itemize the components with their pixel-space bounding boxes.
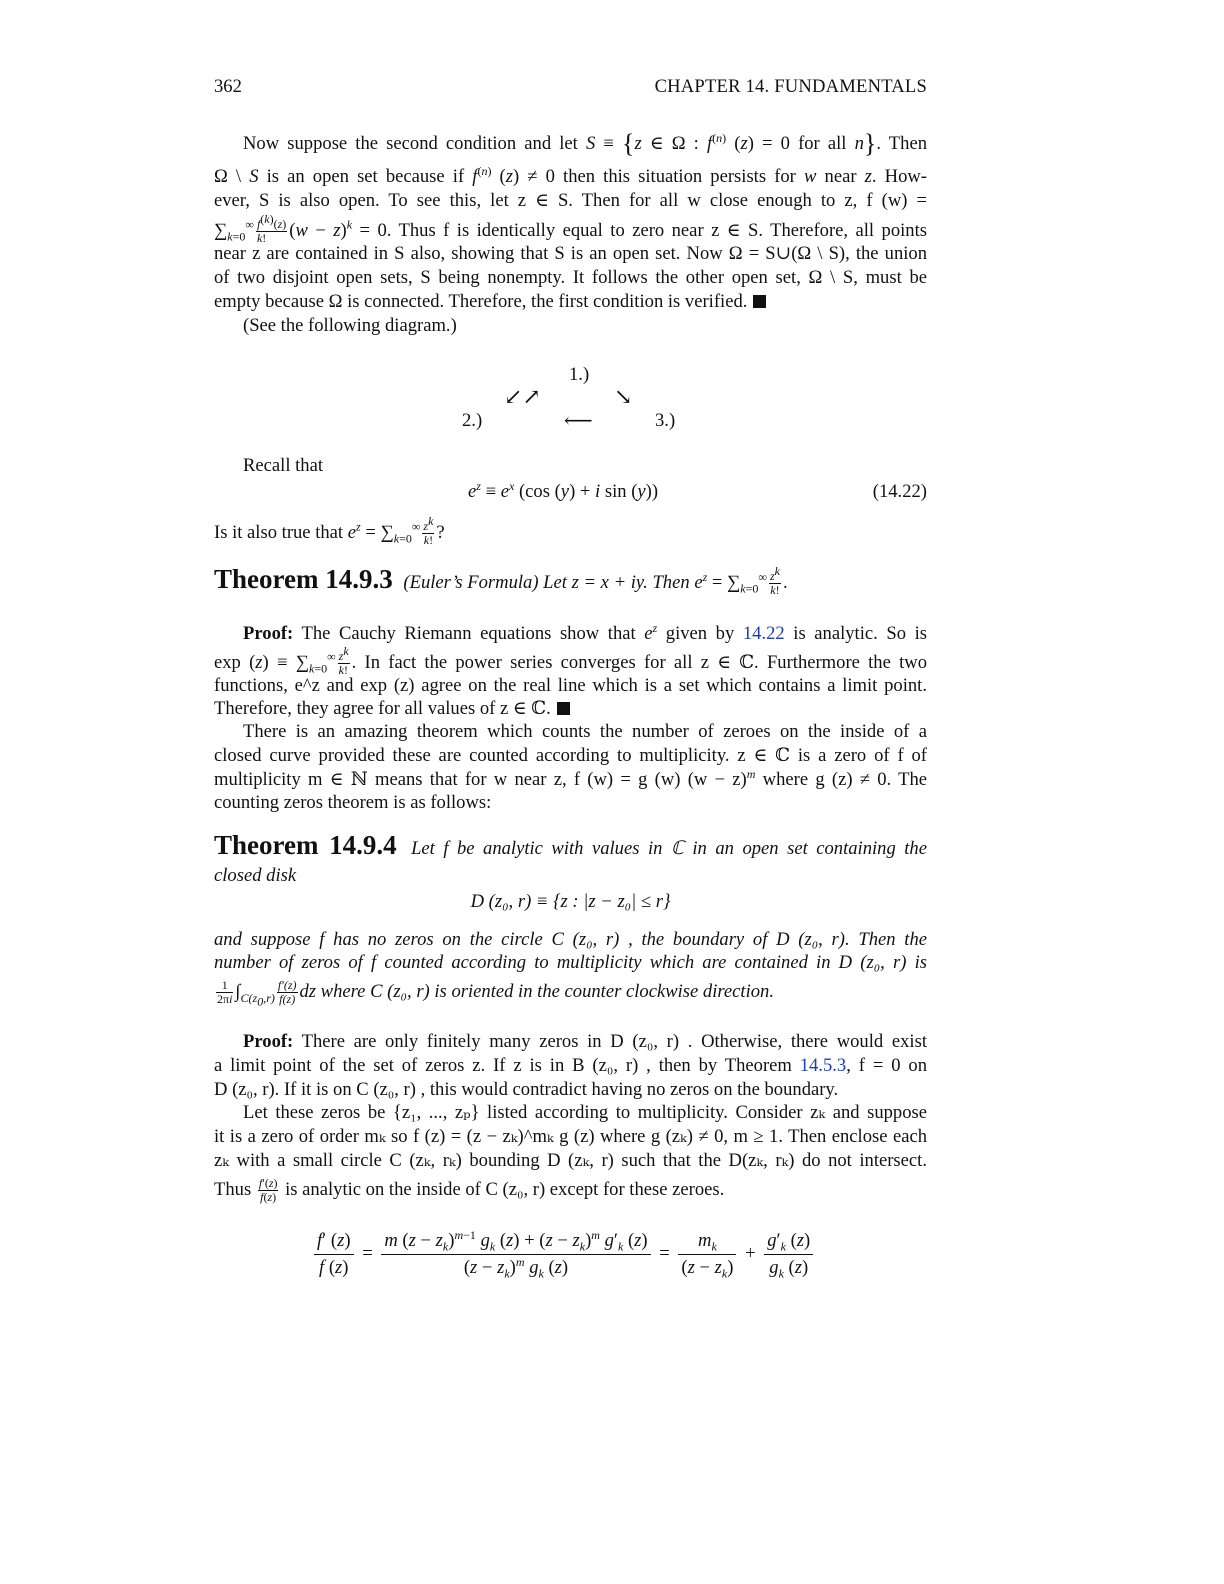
theorem-14-9-3: Theorem 14.9.3 (Euler’s Formula) Let z = x + iy. Then $e^z = \sum_{k=0}^\infty$ $\frac{z^k}{k!}$ . — [214, 564, 788, 598]
proof-euler: Proof: The Cauchy Riemann equations show that $e^z$ given by 14.22 is analytic. So is $\exp (z) \equiv \sum_{k=0}^\infty$ $\frac{z^k}{k!}$ . In fact the power series converges for all z ∈ ℂ. Furthermore the two functions, e^z and exp (z) agree on the real line which is a set which contains a limit point. Therefore, they agree for all values of z ∈ ℂ. — [214, 620, 927, 720]
para1-line1: Now suppose the second condition and let S ≡ {z ∈ Ω : $f^{(n)}$ (z) = 0 for all n}. Then — [243, 129, 927, 158]
theorem-ref-link[interactable]: 14.5.3 — [799, 1054, 847, 1076]
question-line: Is it also true that $e^z = \sum_{k=0}^\infty$ $\frac{z^k}{k!}$ ? — [214, 514, 445, 547]
diagram-arrows-left: ↙↗ — [504, 384, 541, 409]
equation-14-22 — [214, 480, 927, 504]
para1-line5: near z are contained in S also, showing that S is an open set. Now Ω = S∪(Ω \ S), the union — [214, 243, 927, 265]
para1-line6: of two disjoint open sets, S being nonempty. It follows the other open set, Ω \ S, must be — [214, 266, 927, 288]
chapter-title: CHAPTER 14. FUNDAMENTALS — [654, 76, 927, 97]
see-diagram-line: (See the following diagram.) — [243, 314, 457, 336]
final-equation: $\frac{f' (z)}{f (z)}$ = $\frac{m (z - z_k)^{m-1} g_k (z) + (z - z_k)^m g'_k (z)}{(z - z_k)^m g_k (z)}$ = $\frac{m_k}{(z - z_k)}$ + $\frac{g'_k (z)}{g_k (z)}$ — [214, 1228, 927, 1281]
para1-line3: ever, S is also open. To see this, let z ∈ S. Then for all w close enough to z, f (w) = — [214, 189, 927, 211]
theorem-title: Theorem 14.9.3 — [214, 564, 393, 594]
proof-counting-zeros: Proof: There are only finitely many zeros in D (z₀, r) . Otherwise, there would exist a limit point of the set of zeros z. If z is in B (z₀, r) , then by Theorem 14.5.3, f = 0 on D (z₀, r). If it is on C (z₀, r) , this would contradict having no zeros on the boundary. Let these zeros be {z₁, ..., zₚ} listed according to multiplicity. Consider zₖ and suppose it is a zero of order mₖ so f (z) = (z − zₖ)^mₖ g (z) where g (zₖ) ≠ 0, m ≥ 1. Then enclose each zₖ with a small circle C (zₖ, rₖ) bounding D (zₖ, r) such that the D(zₖ, rₖ) do not intersect. Thus $\frac{f'(z)}{f(z)}$ is analytic on the inside of C (z₀, r) except for these zeroes. — [214, 1031, 927, 1204]
diagram-label-2: 2.) — [462, 410, 483, 431]
theorem-statement: (Euler’s Formula) Let z = x + iy. Then — [403, 572, 690, 593]
equation-number: (14.22) — [872, 481, 927, 502]
theorem-14-9-4: Theorem 14.9.4 Let f be analytic with values in ℂ in an open set containing the closed disk D (z₀, r) ≡ {z : |z − z₀| ≤ r} and suppose f has no zeros on the circle C (z₀, r) , the boundary of D (z₀, r). Then the number of zeros of f counted according to multiplicity which are contained in D (z₀, r) is $\frac{1}{2\pi i}$ $\int_{C(z_0,r)}$ $\frac{f'(z)}{f(z)}$ dz where C (z₀, r) is oriented in the counter clockwise direction. — [214, 830, 927, 1009]
page-number: 362 — [214, 76, 242, 97]
diagram-label-3: 3.) — [655, 410, 676, 431]
qed-square-icon — [753, 295, 766, 308]
diagram-arrow-right: ↘ — [614, 384, 633, 409]
recall-line: Recall that — [243, 455, 324, 476]
para1-line4: $\sum_{k=0}^\infty$ $\frac{f^{(k)}(z)}{k!}$ $(w - z)^k = 0$. Thus f is identically equal to zero near z ∈ S. Therefore, all points — [214, 212, 927, 246]
disk-definition: D (z₀, r) ≡ {z : |z − z₀| ≤ r} — [470, 890, 671, 912]
proof-label: Proof: — [243, 1031, 294, 1052]
qed-square-icon — [557, 702, 570, 715]
diagram-arrow-bottom: ⟵ — [564, 410, 593, 432]
paragraph-proof-continuation — [214, 129, 927, 337]
para1-line2: Ω \ S is an open set because if $f^{(n)}$ (z) ≠ 0 then this situation persists for w near z. How- — [214, 163, 927, 187]
theorem-title: Theorem 14.9.4 — [214, 830, 397, 860]
para1-line7: empty because Ω is connected. Therefore, the first condition is verified. — [214, 290, 927, 314]
equation-body: $e^z \equiv e^x$ (cos (y) + i sin (y)) — [468, 478, 659, 502]
equation-ref-link[interactable]: 14.22 — [742, 623, 785, 644]
running-header — [214, 76, 927, 102]
diagram-label-1: 1.) — [569, 364, 590, 385]
proof-label: Proof: — [243, 623, 294, 644]
paragraph-counting-zeros: There is an amazing theorem which counts the number of zeroes on the inside of a closed curve provided these are counted according to multiplicity. z ∈ ℂ is a zero of f of multiplicity m ∈ ℕ means that for w near z, f (w) = g (w) $(w - z)^m$ where g (z) ≠ 0. The counting zeros theorem is as follows: — [214, 721, 927, 814]
